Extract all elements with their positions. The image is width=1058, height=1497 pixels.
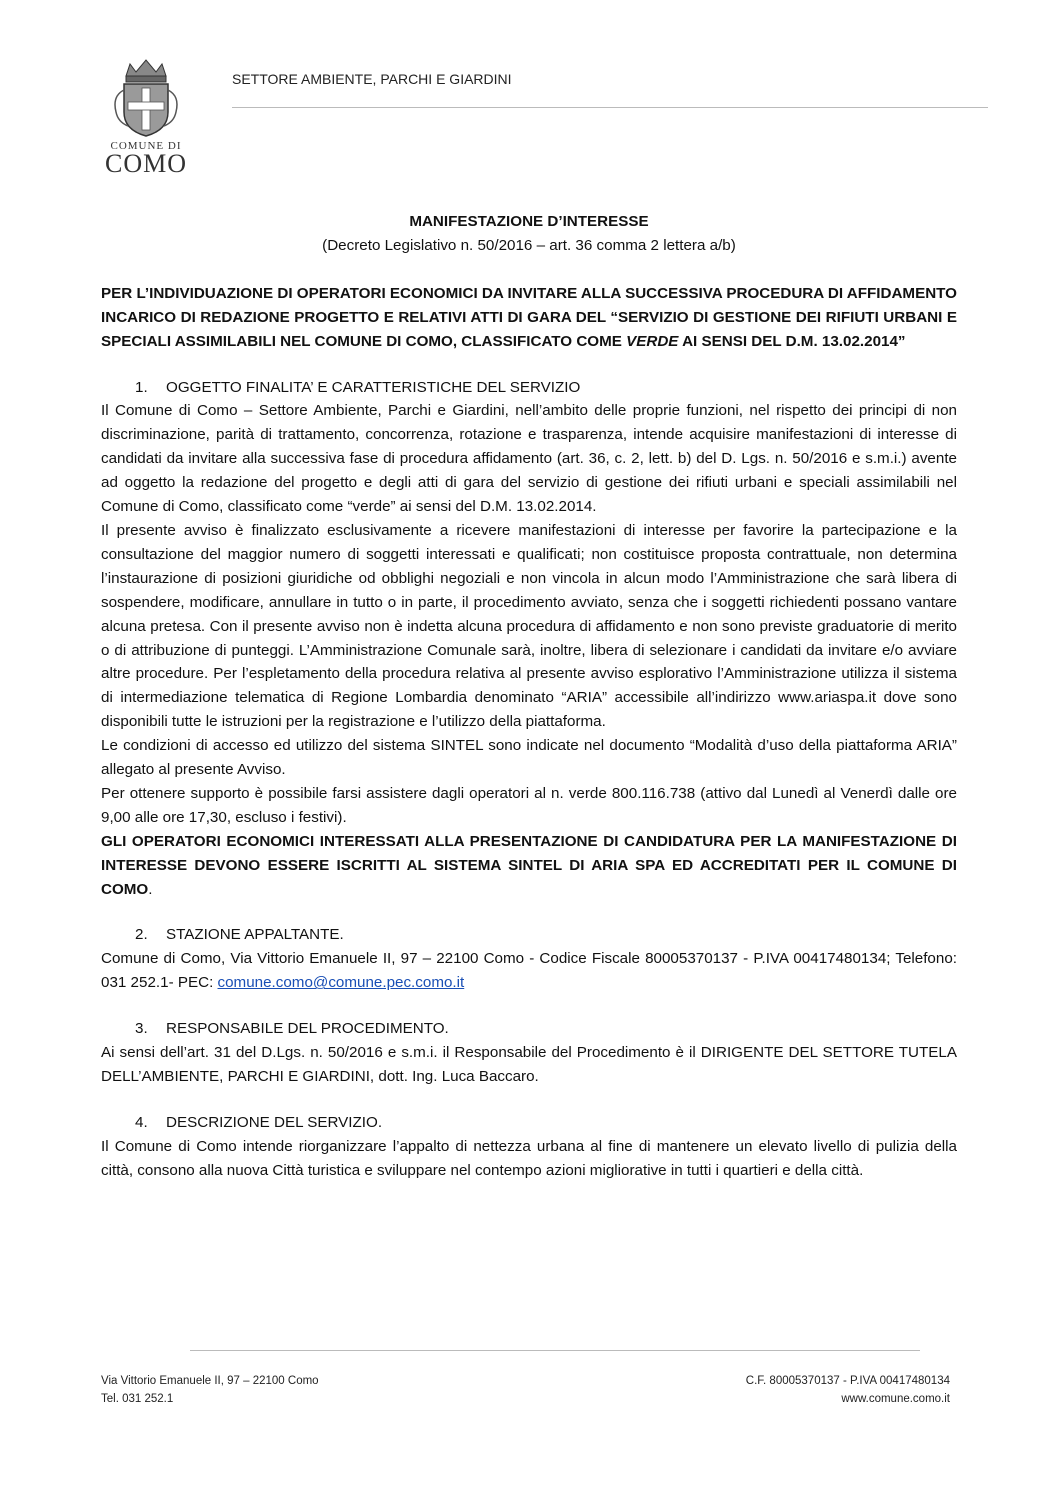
subject-paragraph	[101, 282, 957, 354]
header-divider	[232, 107, 988, 108]
section-4-number: 4.	[135, 1113, 148, 1131]
section-4-heading	[101, 1111, 957, 1135]
logo-text-como: COMO	[104, 149, 187, 178]
section-3-title: RESPONSABILE DEL PROCEDIMENTO.	[166, 1020, 449, 1038]
section-1-title: OGGETTO FINALITA’ E CARATTERISTICHE DEL SERVIZIO	[166, 378, 581, 396]
section-4-title: DESCRIZIONE DEL SERVIZIO.	[166, 1113, 383, 1131]
section-2-number: 2.	[135, 926, 148, 944]
section-1-notice-end: .	[148, 880, 153, 898]
section-2-paragraph	[101, 947, 957, 995]
document-body	[101, 210, 957, 1183]
coat-of-arms-icon	[100, 56, 192, 140]
subject-text-italic: VERDE	[626, 332, 679, 350]
section-1-notice-bold: GLI OPERATORI ECONOMICI INTERESSATI ALLA PRESENTAZIONE DI CANDIDATURA PER LA MANIFESTAZIONE DI INTERESSE DEVONO ESSERE ISCRITTI AL SISTEMA SINTEL DI ARIA SPA ED ACCREDITATI PER IL COMUNE DI COMO	[101, 832, 957, 898]
document-title: MANIFESTAZIONE D’INTERESSE	[409, 213, 649, 230]
section-1-paragraph-2: Il presente avviso è finalizzato esclusivamente a ricevere manifestazioni di interesse per favorire la partecipazione e la consultazione del maggior numero di soggetti interessati e qualificati; non costituisce proposta contrattuale, non determina l’instaurazione di posizioni giuridiche od obblighi negoziali e non vincola in alcun modo l’Amministrazione che sarà libera di sospendere, modificare, annullare in tutto o in parte, il procedimento avviato, senza che i soggetti richiedenti possano vantare alcuna pretesa. Con il presente avviso non è indetta alcuna procedura di affidamento e non sono previste graduatorie di merito o di attribuzione di punteggi. L’Amministrazione Comunale sarà, inoltre, libera di selezionare i candidati da invitare e/o avviare altre procedure. Per l’espletamento della procedura relativa al presente avviso esplorativo l’Amministrazione utilizza il sistema di intermediazione telematica di Regione Lombardia denominato “ARIA” accessibile all’indirizzo www.ariaspa.it dove sono disponibili tutte le istruzioni per la registrazione e l’utilizzo della piattaforma.	[101, 521, 957, 731]
section-1-paragraph-4: Per ottenere supporto è possibile farsi assistere dagli operatori al n. verde 800.116.738 (attivo dal Lunedì al Venerdì dalle ore 9,00 alle ore 17,30, escluso i festivi).	[101, 784, 957, 826]
comune-di-como-logo	[100, 56, 192, 178]
pec-email-link[interactable]: comune.como@comune.pec.como.it	[217, 974, 465, 992]
section-4-paragraph: Il Comune di Como intende riorganizzare l’appalto di nettezza urbana al fine di mantenere un elevato livello di pulizia della città, consono alla nuova Città turistica e sviluppare nel contempo azioni migliorative in tutti i quartieri e della città.	[101, 1137, 957, 1179]
section-1-paragraph-1: Il Comune di Como – Settore Ambiente, Parchi e Giardini, nell’ambito delle proprie funzioni, nel rispetto dei principi di non discriminazione, parità di trattamento, concorrenza, rotazione e trasparenza, intende acquisire manifestazioni di interesse di candidati da invitare alla successiva fase di procedura affidamento (art. 36, c. 2, lett. b) del D. Lgs. n. 50/2016 e s.m.i.) avente ad oggetto la redazione del progetto e degli atti di gara del servizio di gestione dei rifiuti urbani e speciali assimilabili nel Comune di Como, classificato come “verde” ai sensi del D.M. 13.02.2014.	[101, 402, 957, 516]
section-1-heading	[101, 376, 957, 400]
section-3-heading	[101, 1017, 957, 1041]
section-2-text: Comune di Como, Via Vittorio Emanuele II, 97 – 22100 Como - Codice Fiscale 80005370137 - P.IVA 00417480134; Telefono: 031 252.1- PEC:	[101, 950, 957, 992]
section-1-number: 1.	[135, 378, 148, 396]
section-2-title: STAZIONE APPALTANTE.	[166, 926, 344, 944]
footer-right	[746, 1372, 950, 1408]
footer-tel: Tel. 031 252.1	[101, 1393, 174, 1405]
logo-text-comune-di: COMUNE DI	[110, 140, 182, 152]
section-3-paragraph: Ai sensi dell’art. 31 del D.Lgs. n. 50/2016 e s.m.i. il Responsabile del Procedimento è il DIRIGENTE DEL SETTORE TUTELA DELL’AMBIENTE, PARCHI E GIARDINI, dott. Ing. Luca Baccaro.	[101, 1044, 957, 1085]
footer-divider	[190, 1350, 920, 1351]
footer-website[interactable]: www.comune.como.it	[841, 1393, 950, 1405]
footer-address: Via Vittorio Emanuele II, 97 – 22100 Como	[101, 1375, 319, 1387]
subject-text-end: AI SENSI DEL D.M. 13.02.2014”	[678, 332, 906, 350]
sector-title: SETTORE AMBIENTE, PARCHI E GIARDINI	[232, 71, 512, 87]
section-3-number: 3.	[135, 1020, 148, 1038]
section-1-paragraph-3: Le condizioni di accesso ed utilizzo del sistema SINTEL sono indicate nel documento “Modalità d’uso della piattaforma ARIA” allegato al presente Avviso.	[101, 737, 957, 779]
section-2-heading	[101, 923, 957, 947]
footer-left	[101, 1372, 319, 1408]
subject-text-start: PER L’INDIVIDUAZIONE DI OPERATORI ECONOMICI DA INVITARE ALLA SUCCESSIVA PROCEDURA DI AFFIDAMENTO INCARICO DI REDAZIONE PROGETTO E RELATIVI ATTI DI GARA DEL “SERVIZIO DI GESTIONE DEI RIFIUTI URBANI E SPECIALI ASSIMILABILI NEL COMUNE DI COMO, CLASSIFICATO COME	[101, 284, 957, 350]
section-1-paragraph-5	[101, 830, 957, 902]
document-subtitle: (Decreto Legislativo n. 50/2016 – art. 36 comma 2 lettera a/b)	[322, 236, 736, 254]
footer-fiscal-codes: C.F. 80005370137 - P.IVA 00417480134	[745, 1375, 950, 1387]
